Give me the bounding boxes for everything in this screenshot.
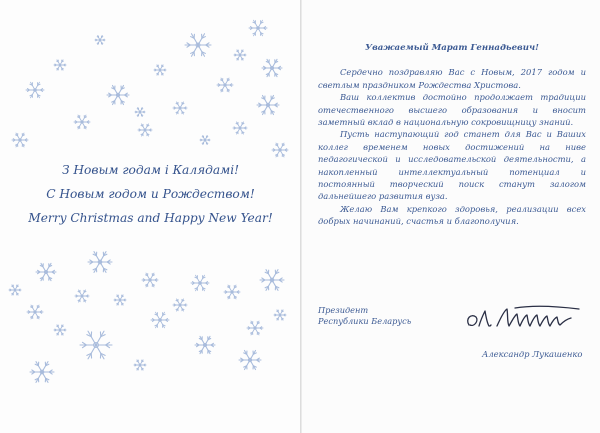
snowflake-icon — [107, 85, 129, 104]
snowflake-icon — [74, 115, 90, 129]
snowflake-icon — [200, 136, 210, 145]
snowflake-icon — [249, 20, 267, 36]
snowflake-icon — [54, 60, 66, 70]
snowflake-icon — [173, 102, 187, 114]
snowflake-icon — [185, 34, 211, 57]
letter-body — [318, 42, 586, 228]
signer-title — [318, 305, 411, 327]
letter-paragraph: Желаю Вам крепкого здоровья, реализации всех добрых начинаний, счастья и благополучия. — [318, 203, 586, 227]
snowflake-icon — [36, 263, 56, 280]
snowflake-icon — [217, 78, 233, 92]
snowflake-icon — [75, 290, 89, 302]
snowflake-icon — [12, 133, 28, 147]
snowflake-icon — [9, 285, 21, 295]
snowflake-icon — [26, 82, 44, 98]
snowflake-icon — [191, 275, 209, 291]
snowflake-icon — [54, 325, 66, 335]
signer-title-line: Президент — [318, 305, 369, 315]
snowflake-icon — [27, 305, 43, 319]
handwritten-signature — [463, 297, 593, 337]
greeting-english: Merry Christmas and Happy New Year! — [28, 211, 273, 225]
signer-name: Александр Лукашенко — [482, 349, 583, 359]
snowflake-icon — [233, 122, 247, 134]
letter-paragraph: Сердечно поздравляю Вас с Новым, 2017 годом и светлым праздником Рождества Христова. — [318, 67, 586, 90]
snowflake-icon — [257, 95, 279, 114]
snowflake-icon — [135, 108, 145, 117]
greeting-text — [0, 158, 301, 230]
greeting-russian: С Новым годом и Рождеством! — [46, 187, 255, 201]
snowflake-icon — [95, 36, 105, 45]
snowflake-icon — [262, 59, 282, 76]
snowflake-icon — [195, 336, 215, 353]
letter-salutation: Уважаемый Марат Геннадьевич! — [365, 43, 539, 53]
snowflake-icon — [114, 295, 126, 305]
snowflake-icon — [173, 299, 187, 311]
letter-paragraph: Пусть наступающий год станет для Вас и Ваших коллег временем новых достижений на ниве педагогической и исследовательской деятельности, а накопленный интеллектуальный потенциал и постоянный творческий поиск станут залогом дальнейшего развития вуза. — [318, 129, 586, 202]
signer-title-line: Республики Беларусь — [318, 316, 412, 326]
snowflake-icon — [134, 360, 146, 370]
snowflake-icon — [260, 270, 284, 291]
snowflake-icon — [88, 252, 112, 273]
snowflake-icon — [154, 65, 166, 75]
snowflake-icon — [239, 350, 261, 369]
snowflake-icon — [234, 50, 246, 60]
snowflake-icon — [224, 285, 240, 299]
snowflake-icon — [80, 331, 112, 359]
snowflake-icon — [272, 143, 288, 157]
snowflake-icon — [274, 310, 286, 320]
snowflake-icon — [138, 124, 152, 136]
snowflake-icon — [30, 362, 54, 383]
snowflake-icon — [247, 321, 263, 335]
greeting-belarusian: З Новым годам і Калядамі! — [61, 163, 240, 177]
snowflake-icon — [142, 273, 158, 287]
snowflake-icon — [151, 312, 169, 328]
letter-paragraph: Ваш коллектив достойно продолжает традиции отечественного высшего образования и вносит заметный вклад в национальную сокровищницу знаний. — [318, 92, 586, 128]
signature-block — [318, 305, 588, 375]
